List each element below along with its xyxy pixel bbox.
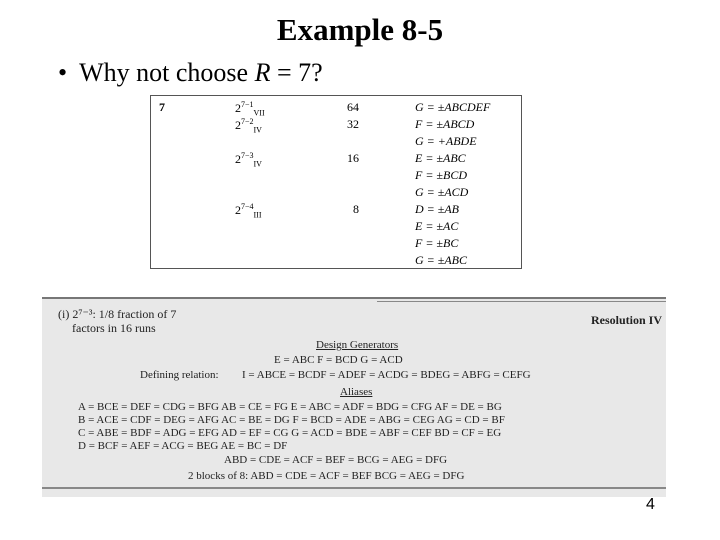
design-label: $2^{7-3}_{IV}$ — [235, 151, 262, 169]
generator: G = ±ABC — [415, 253, 468, 267]
resolution-label: Resolution IV — [591, 313, 663, 327]
slide-title: Example 8-5 — [276, 12, 444, 47]
defining-relation: I = ABCE = BCDF = ADEF = ACDG = BDEG = ABFG = CEFG — [242, 369, 531, 381]
generator: G = +ABDE — [415, 134, 477, 148]
design-generators-label: Design Generators — [316, 339, 399, 351]
scanned-excerpt — [42, 297, 666, 497]
run-count: 32 — [347, 117, 359, 131]
design-label: $2^{7-4}_{III}$ — [235, 202, 262, 220]
page-number: 4 — [646, 496, 655, 513]
blocks-line: 2 blocks of 8: ABD = CDE = ACF = BEF BCG = AEG = DFG — [188, 470, 465, 482]
bullet-var: R — [254, 58, 271, 87]
aliases-label: Aliases — [340, 386, 373, 398]
generator: E = ±ABC — [415, 151, 466, 165]
excerpt-heading-1: (i) 2⁷⁻³: 1/8 fraction of 7 — [58, 307, 177, 321]
generator: D = ±AB — [415, 202, 460, 216]
alias-row: C = ABE = BDF = ADG = EFG AD = EF = CG G = ACD = BDE = ABF = CEF BD = CF = EG — [78, 427, 502, 439]
bullet-question — [58, 58, 323, 88]
bullet-prefix: Why not choose — [79, 58, 255, 87]
run-count: 64 — [347, 100, 359, 114]
run-count: 8 — [353, 202, 359, 216]
rule-top-secondary — [377, 301, 666, 302]
generator: E = ±AC — [415, 219, 459, 233]
generator: G = ±ACD — [415, 185, 469, 199]
rule-top — [42, 297, 666, 299]
generators-line: E = ABC F = BCD G = ACD — [274, 354, 403, 366]
generator: G = ±ABCDEF — [415, 100, 491, 114]
design-label: $2^{7-1}_{VII}$ — [235, 100, 265, 118]
alias-row: B = ACE = CDF = DEG = AFG AC = BE = DG F = BCD = ADE = ABG = CEG AG = CD = BF — [78, 414, 505, 426]
excerpt-heading-2: factors in 16 runs — [72, 321, 156, 335]
generator: F = ±ABCD — [415, 117, 475, 131]
generator: F = ±BCD — [415, 168, 468, 182]
alias-row: D = BCF = AEF = ACG = BEG AE = BC = DF — [78, 440, 288, 452]
defining-relation-label: Defining relation: — [140, 369, 219, 381]
design-table — [150, 95, 522, 269]
factor-count: 7 — [159, 100, 165, 114]
bullet-marker: • — [58, 58, 68, 87]
abd-alias-line: ABD = CDE = ACF = BEF = BCG = AEG = DFG — [224, 454, 448, 466]
run-count: 16 — [347, 151, 359, 165]
rule-bottom — [42, 487, 666, 489]
design-label: $2^{7-2}_{IV}$ — [235, 117, 262, 135]
alias-row: A = BCE = DEF = CDG = BFG AB = CE = FG E = ABC = ADF = BDG = CFG AF = DE = BG — [78, 401, 502, 413]
generator: F = ±BC — [415, 236, 459, 250]
bullet-suffix: = 7? — [270, 58, 323, 87]
